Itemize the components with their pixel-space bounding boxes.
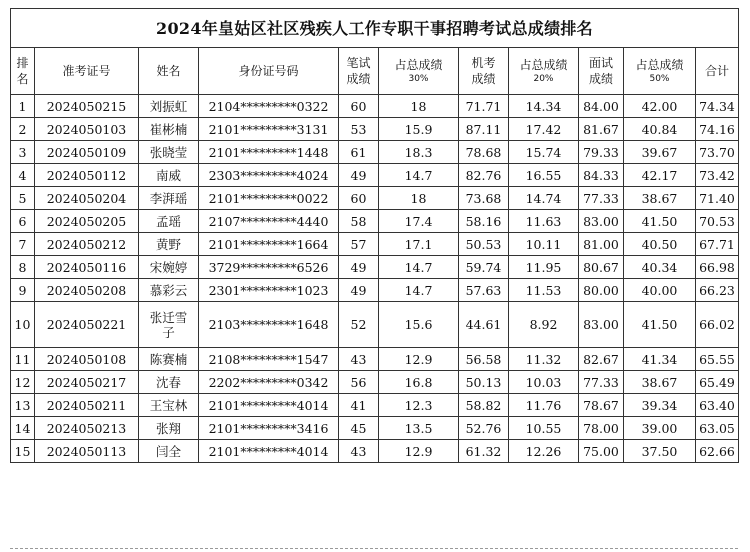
cell-written-score: 41 xyxy=(339,394,379,417)
cell-exam-no: 2024050208 xyxy=(35,279,139,302)
cell-written-share: 14.7 xyxy=(379,256,459,279)
cell-name: 沈春 xyxy=(139,371,199,394)
cell-interview-score: 79.33 xyxy=(579,141,624,164)
cell-interview-score: 75.00 xyxy=(579,440,624,463)
cell-interview-share: 40.34 xyxy=(624,256,696,279)
cell-interview-share: 41.50 xyxy=(624,210,696,233)
cell-interview-share: 42.17 xyxy=(624,164,696,187)
cell-id-no: 2101*********4014 xyxy=(199,394,339,417)
cell-exam-no: 2024050204 xyxy=(35,187,139,210)
cell-total: 66.98 xyxy=(696,256,739,279)
cell-computer-score: 56.58 xyxy=(459,348,509,371)
cell-written-score: 53 xyxy=(339,118,379,141)
cell-written-share: 16.8 xyxy=(379,371,459,394)
results-sheet xyxy=(10,8,738,463)
cell-computer-share: 10.11 xyxy=(509,233,579,256)
cell-interview-share: 39.00 xyxy=(624,417,696,440)
cell-written-score: 49 xyxy=(339,164,379,187)
page-edge-divider xyxy=(10,548,738,549)
cell-computer-share: 8.92 xyxy=(509,302,579,348)
cell-name: 张晓莹 xyxy=(139,141,199,164)
cell-total: 74.34 xyxy=(696,95,739,118)
cell-written-score: 49 xyxy=(339,256,379,279)
cell-rank: 11 xyxy=(11,348,35,371)
cell-computer-share: 11.53 xyxy=(509,279,579,302)
cell-written-score: 52 xyxy=(339,302,379,348)
table-body xyxy=(11,95,739,463)
cell-interview-share: 39.34 xyxy=(624,394,696,417)
cell-name: 刘振虹 xyxy=(139,95,199,118)
table-row xyxy=(11,95,739,118)
cell-computer-score: 71.71 xyxy=(459,95,509,118)
cell-computer-share: 17.42 xyxy=(509,118,579,141)
cell-written-score: 61 xyxy=(339,141,379,164)
cell-name: 李湃瑶 xyxy=(139,187,199,210)
cell-total: 63.05 xyxy=(696,417,739,440)
cell-interview-score: 83.00 xyxy=(579,210,624,233)
cell-computer-score: 57.63 xyxy=(459,279,509,302)
cell-written-score: 45 xyxy=(339,417,379,440)
cell-name: 闫全 xyxy=(139,440,199,463)
cell-interview-score: 78.67 xyxy=(579,394,624,417)
cell-written-share: 17.1 xyxy=(379,233,459,256)
cell-computer-score: 73.68 xyxy=(459,187,509,210)
cell-written-share: 14.7 xyxy=(379,279,459,302)
header-computer-share: 占总成绩 20% xyxy=(509,48,579,95)
cell-computer-score: 59.74 xyxy=(459,256,509,279)
cell-computer-score: 82.76 xyxy=(459,164,509,187)
table-row xyxy=(11,348,739,371)
cell-computer-score: 61.32 xyxy=(459,440,509,463)
cell-written-score: 43 xyxy=(339,348,379,371)
cell-name: 宋婉婷 xyxy=(139,256,199,279)
header-exam-no: 准考证号 xyxy=(35,48,139,95)
table-row xyxy=(11,394,739,417)
cell-written-share: 15.6 xyxy=(379,302,459,348)
cell-rank: 9 xyxy=(11,279,35,302)
cell-written-share: 17.4 xyxy=(379,210,459,233)
cell-exam-no: 2024050217 xyxy=(35,371,139,394)
cell-computer-score: 52.76 xyxy=(459,417,509,440)
cell-name: 陈赛楠 xyxy=(139,348,199,371)
cell-id-no: 2202*********0342 xyxy=(199,371,339,394)
cell-rank: 6 xyxy=(11,210,35,233)
cell-interview-score: 81.67 xyxy=(579,118,624,141)
cell-total: 65.55 xyxy=(696,348,739,371)
cell-name: 张翔 xyxy=(139,417,199,440)
cell-interview-score: 80.00 xyxy=(579,279,624,302)
cell-written-score: 60 xyxy=(339,95,379,118)
header-interview-score: 面试 成绩 xyxy=(579,48,624,95)
cell-computer-share: 11.76 xyxy=(509,394,579,417)
cell-id-no: 2101*********0022 xyxy=(199,187,339,210)
cell-interview-score: 77.33 xyxy=(579,371,624,394)
header-total: 合计 xyxy=(696,48,739,95)
table-row xyxy=(11,210,739,233)
cell-written-share: 18 xyxy=(379,187,459,210)
cell-written-share: 14.7 xyxy=(379,164,459,187)
header-name: 姓名 xyxy=(139,48,199,95)
cell-rank: 8 xyxy=(11,256,35,279)
cell-written-share: 13.5 xyxy=(379,417,459,440)
cell-exam-no: 2024050108 xyxy=(35,348,139,371)
cell-id-no: 2301*********1023 xyxy=(199,279,339,302)
table-row xyxy=(11,256,739,279)
cell-interview-share: 41.50 xyxy=(624,302,696,348)
cell-written-share: 18 xyxy=(379,95,459,118)
cell-name: 孟瑶 xyxy=(139,210,199,233)
cell-total: 74.16 xyxy=(696,118,739,141)
cell-written-score: 49 xyxy=(339,279,379,302)
cell-name: 南威 xyxy=(139,164,199,187)
header-computer-score: 机考 成绩 xyxy=(459,48,509,95)
cell-computer-share: 15.74 xyxy=(509,141,579,164)
header-row xyxy=(11,48,739,95)
cell-total: 65.49 xyxy=(696,371,739,394)
cell-interview-score: 84.00 xyxy=(579,95,624,118)
cell-written-share: 12.3 xyxy=(379,394,459,417)
cell-rank: 4 xyxy=(11,164,35,187)
cell-computer-score: 78.68 xyxy=(459,141,509,164)
cell-interview-score: 83.00 xyxy=(579,302,624,348)
cell-exam-no: 2024050103 xyxy=(35,118,139,141)
cell-computer-share: 16.55 xyxy=(509,164,579,187)
cell-total: 73.42 xyxy=(696,164,739,187)
cell-exam-no: 2024050116 xyxy=(35,256,139,279)
cell-exam-no: 2024050113 xyxy=(35,440,139,463)
cell-computer-share: 11.95 xyxy=(509,256,579,279)
table-row xyxy=(11,118,739,141)
cell-computer-share: 14.34 xyxy=(509,95,579,118)
table-row xyxy=(11,141,739,164)
cell-written-share: 15.9 xyxy=(379,118,459,141)
table-row xyxy=(11,302,739,348)
cell-name: 崔彬楠 xyxy=(139,118,199,141)
cell-written-share: 12.9 xyxy=(379,440,459,463)
cell-id-no: 3729*********6526 xyxy=(199,256,339,279)
cell-exam-no: 2024050212 xyxy=(35,233,139,256)
cell-id-no: 2101*********4014 xyxy=(199,440,339,463)
cell-computer-share: 11.63 xyxy=(509,210,579,233)
cell-total: 63.40 xyxy=(696,394,739,417)
cell-interview-share: 41.34 xyxy=(624,348,696,371)
cell-written-score: 56 xyxy=(339,371,379,394)
cell-interview-share: 40.84 xyxy=(624,118,696,141)
cell-interview-share: 40.50 xyxy=(624,233,696,256)
cell-id-no: 2101*********1664 xyxy=(199,233,339,256)
cell-rank: 5 xyxy=(11,187,35,210)
cell-interview-share: 40.00 xyxy=(624,279,696,302)
cell-total: 66.23 xyxy=(696,279,739,302)
cell-rank: 7 xyxy=(11,233,35,256)
cell-computer-share: 11.32 xyxy=(509,348,579,371)
cell-exam-no: 2024050211 xyxy=(35,394,139,417)
table-row xyxy=(11,187,739,210)
cell-interview-score: 77.33 xyxy=(579,187,624,210)
cell-exam-no: 2024050109 xyxy=(35,141,139,164)
cell-rank: 3 xyxy=(11,141,35,164)
cell-interview-share: 42.00 xyxy=(624,95,696,118)
table-row xyxy=(11,164,739,187)
cell-id-no: 2108*********1547 xyxy=(199,348,339,371)
cell-rank: 14 xyxy=(11,417,35,440)
cell-interview-share: 38.67 xyxy=(624,187,696,210)
cell-interview-share: 39.67 xyxy=(624,141,696,164)
cell-id-no: 2101*********3131 xyxy=(199,118,339,141)
cell-exam-no: 2024050213 xyxy=(35,417,139,440)
cell-interview-share: 37.50 xyxy=(624,440,696,463)
cell-computer-score: 44.61 xyxy=(459,302,509,348)
table-row xyxy=(11,417,739,440)
header-written-share: 占总成绩 30% xyxy=(379,48,459,95)
cell-rank: 10 xyxy=(11,302,35,348)
cell-total: 62.66 xyxy=(696,440,739,463)
table-title: 2024年皇姑区社区残疾人工作专职干事招聘考试总成绩排名 xyxy=(11,9,739,48)
cell-id-no: 2101*********1448 xyxy=(199,141,339,164)
cell-rank: 12 xyxy=(11,371,35,394)
cell-interview-score: 80.67 xyxy=(579,256,624,279)
cell-interview-score: 82.67 xyxy=(579,348,624,371)
cell-total: 66.02 xyxy=(696,302,739,348)
cell-exam-no: 2024050112 xyxy=(35,164,139,187)
cell-id-no: 2104*********0322 xyxy=(199,95,339,118)
cell-id-no: 2107*********4440 xyxy=(199,210,339,233)
cell-written-score: 43 xyxy=(339,440,379,463)
cell-id-no: 2303*********4024 xyxy=(199,164,339,187)
cell-exam-no: 2024050215 xyxy=(35,95,139,118)
cell-computer-share: 14.74 xyxy=(509,187,579,210)
table-row xyxy=(11,233,739,256)
cell-rank: 1 xyxy=(11,95,35,118)
cell-id-no: 2101*********3416 xyxy=(199,417,339,440)
cell-name: 张迁雪子 xyxy=(139,302,199,348)
cell-computer-score: 50.53 xyxy=(459,233,509,256)
cell-id-no: 2103*********1648 xyxy=(199,302,339,348)
cell-computer-share: 10.55 xyxy=(509,417,579,440)
cell-computer-score: 87.11 xyxy=(459,118,509,141)
cell-interview-score: 78.00 xyxy=(579,417,624,440)
results-table xyxy=(10,8,739,463)
cell-computer-share: 12.26 xyxy=(509,440,579,463)
cell-interview-score: 84.33 xyxy=(579,164,624,187)
cell-total: 67.71 xyxy=(696,233,739,256)
cell-total: 70.53 xyxy=(696,210,739,233)
header-rank: 排 名 xyxy=(11,48,35,95)
table-row xyxy=(11,371,739,394)
cell-total: 73.70 xyxy=(696,141,739,164)
table-row xyxy=(11,440,739,463)
cell-interview-score: 81.00 xyxy=(579,233,624,256)
cell-written-score: 57 xyxy=(339,233,379,256)
cell-computer-share: 10.03 xyxy=(509,371,579,394)
cell-written-score: 58 xyxy=(339,210,379,233)
cell-computer-score: 58.16 xyxy=(459,210,509,233)
cell-computer-score: 50.13 xyxy=(459,371,509,394)
cell-rank: 15 xyxy=(11,440,35,463)
cell-rank: 13 xyxy=(11,394,35,417)
cell-name: 王宝林 xyxy=(139,394,199,417)
table-row xyxy=(11,279,739,302)
cell-name: 黄野 xyxy=(139,233,199,256)
header-interview-share: 占总成绩 50% xyxy=(624,48,696,95)
cell-interview-share: 38.67 xyxy=(624,371,696,394)
cell-written-share: 18.3 xyxy=(379,141,459,164)
cell-computer-score: 58.82 xyxy=(459,394,509,417)
cell-total: 71.40 xyxy=(696,187,739,210)
cell-written-share: 12.9 xyxy=(379,348,459,371)
cell-exam-no: 2024050221 xyxy=(35,302,139,348)
header-id-no: 身份证号码 xyxy=(199,48,339,95)
header-written-score: 笔试 成绩 xyxy=(339,48,379,95)
cell-name: 慕彩云 xyxy=(139,279,199,302)
cell-exam-no: 2024050205 xyxy=(35,210,139,233)
cell-written-score: 60 xyxy=(339,187,379,210)
cell-rank: 2 xyxy=(11,118,35,141)
